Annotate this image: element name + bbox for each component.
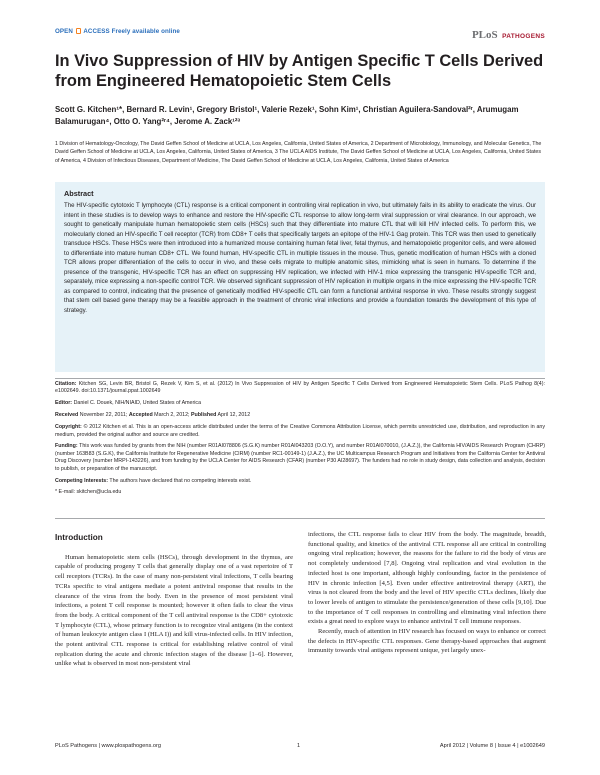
- footer-journal[interactable]: PLoS Pathogens | www.plospathogens.org: [55, 743, 161, 749]
- metadata-bottom-divider: [55, 518, 545, 519]
- corresponding-email[interactable]: * E-mail: skitchen@ucla.edu: [55, 489, 122, 496]
- page-footer: [55, 743, 545, 753]
- copyright-block: [55, 424, 545, 439]
- copyright-label: Copyright:: [55, 424, 82, 431]
- copyright-text: © 2012 Kitchen et al. This is an open-access article distributed under the terms of the Creative Commons Attribution License, which permits unrestricted use, distribution, and reproduction in any medium, provided the original author and source are credited.: [55, 424, 545, 438]
- accepted-date: March 2, 2012;: [154, 412, 190, 419]
- open-lock-icon: [76, 28, 81, 34]
- published-date: April 12, 2012: [217, 412, 251, 419]
- footer-issue: April 2012 | Volume 8 | Issue 4 | e1002649: [439, 743, 545, 749]
- abstract-heading: Abstract: [64, 189, 94, 198]
- competing-interests-block: [55, 478, 545, 485]
- affiliations: 1 Division of Hematology-Oncology, The David Geffen School of Medicine at UCLA, Los Angeles, California, United States of America, 2 Department of Microbiology, Immunology, and Molecular Genetics, The David Geffen School of Medicine at UCLA, Los Angeles, California, United States of America, 3 The UCLA AIDS Institute, The David Geffen School of Medicine at UCLA, Los Angeles, California, United States of America, 4 Division of Infectious Diseases, Department of Medicine, The David Geffen School of Medicine at UCLA, Los Angeles, California, United States of America: [55, 141, 542, 164]
- dates-block: [55, 412, 545, 419]
- citation-block: [55, 381, 545, 396]
- metadata-top-divider: [55, 378, 545, 379]
- editor-text: Daniel C. Douek, NIH/NIAID, United States of America: [73, 400, 202, 407]
- email-block[interactable]: [55, 489, 545, 496]
- funding-block: [55, 443, 545, 473]
- plos-wordmark: PLoS: [471, 29, 498, 41]
- intro-paragraph-1: Human hematopoietic stem cells (HSCs), through development in the thymus, are capable of producing progeny T cells that generally display one of a vast repertoire of T cell receptors (TCRs). In the case of many non-persistent viral infections, T cells bearing TCRs specific to viral antigens mediate a potent antiviral response that results in the clearance of the virus from the body. Even in the presence of most persistent viral infections, a potent T cell response is mounted; however it often fails to clear the virus from the body. A critical component of the T cell antiviral response is the CD8+ cytotoxic T lymphocyte (CTL), whose primary function is to recognize viral antigens (in the context of human leukocyte antigen class I (HLA I)) and kill virus-infected cells. In HIV infection, the potent antiviral CTL response is critical for establishing relative control of viral replication during the acute and chronic infection stages of the disease [1–6]. However, unlike what is observed in most non-persistent viral: [55, 553, 293, 668]
- open-access-banner[interactable]: [55, 28, 180, 35]
- citation-label: Citation:: [55, 381, 77, 387]
- article-metadata: [55, 381, 545, 501]
- competing-interests-text: The authors have declared that no competing interests exist.: [109, 477, 252, 484]
- introduction-heading: Introduction: [55, 533, 103, 542]
- editor-block: [55, 400, 545, 407]
- intro-paragraph-2: Recently, much of attention in HIV research has focused on ways to enhance or correct the defects in HIV-specific CTL responses. Gene therapy-based approaches that augment immunity towards viral antigens represent unique, yet largely unex-: [308, 628, 546, 655]
- editor-label: Editor:: [55, 400, 73, 407]
- access-label: ACCESS: [83, 28, 110, 35]
- journal-logo: [472, 25, 545, 43]
- intro-paragraph-1-cont: infections, the CTL response fails to clear HIV from the body. The magnitude, breadth, functional quality, and kinetics of the antiviral CTL response all are critical in controlling ongoing viral replication; however, the reasons for the failure to rid the body of virus are not completely understood [7,8]. Ongoing viral replication and viral evolution in the infected host is one important, although highly confounding, factor in the persistence of HIV in chronic infection [4,5]. Even under effective antiretroviral therapy (ART), the virus is not cleared from the body and the level of HIV specific CTLs declines, likely due to lower levels of antigen to stimulate the persistence/generation of these cells [9,10]. Due to the importance of T cell responses in controlling and eliminating viral infection there exists a great need to explore ways to enhance antiviral T cell immune responses.: [308, 531, 546, 626]
- footer-page-number: 1: [297, 743, 301, 749]
- intro-left-column: [55, 533, 293, 669]
- funding-label: Funding:: [55, 443, 78, 450]
- pathogens-wordmark: PATHOGENS: [502, 33, 545, 40]
- article-title: In Vivo Suppression of HIV by Antigen Specific T Cells Derived from Engineered Hematopoietic Stem Cells: [55, 52, 544, 90]
- competing-interests-label: Competing Interests:: [55, 477, 108, 484]
- published-label: Published: [191, 412, 217, 419]
- funding-text: This work was funded by grants from the NIH (number R01AI078806 (S.G.K) number R01AI043203 (O.O.Y), and number R01AI070010, (J.A.Z.)), the California HIV/AIDS Research Program (CHRP) (number 163B83 (S.G.K), the California Institute for Regenerative Medicine (CIRM) (number RC1-00149-1) (J.A.Z.), the UC Multicampus Research Program and Initiatives from the California Center for Antiviral Drug Discovery (number MRPI-143226), and from funding by the UCLA Center for AIDS Research (CFAR) (number P30 AI28697). The funders had no role in study design, data collection and analysis, decision to publish, or preparation of the manuscript.: [55, 443, 545, 472]
- journal-header: [55, 27, 545, 41]
- author-list: Scott G. Kitchen¹*, Bernard R. Levin¹, Gregory Bristol¹, Valerie Rezek¹, Sohn Kim¹, Christian Aguilera-Sandoval²ʳ, Arumugam Balamurugan⁴, Otto O. Yang²ʳ⁴, Jerome A. Zack¹²³: [55, 105, 519, 126]
- received-date: November 22, 2011;: [79, 412, 128, 419]
- accepted-label: Accepted: [128, 412, 153, 419]
- freely-available-label: Freely available online: [111, 28, 180, 35]
- open-label: OPEN: [55, 28, 73, 35]
- intro-right-column: [308, 530, 546, 656]
- abstract-box: [55, 182, 545, 372]
- citation-text: Kitchen SG, Levin BR, Bristol G, Rezek V, Kim S, et al. (2012) In Vivo Suppression of HIV by Antigen Specific T Cells Derived from Engineered Hematopoietic Stem Cells. PLoS Pathog 8(4): e1002649. doi:10.1371/journal.ppat.1002649: [55, 381, 545, 395]
- received-label: Received: [55, 412, 79, 419]
- abstract-text: The HIV-specific cytotoxic T lymphocyte (CTL) response is a critical component in controlling viral replication in vivo, but ultimately fails in its ability to eradicate the virus. Our intent in these studies is to develop ways to enhance and restore the HIV-specific CTL response to allow long-term viral suppression or viral clearance. In our approach, we sought to genetically manipulate human hematopoietic stem cells (HSCs) such that they differentiate into mature CTL that will kill HIV infected cells. To perform this, we molecularly cloned an HIV-specific T cell receptor (TCR) from CD8+ T cells that specifically targets an epitope of the HIV-1 Gag protein. This TCR was then used to genetically transduce HSCs. These HSCs were then introduced into a humanized mouse containing human fetal liver, fetal thymus, and hematopoietic progenitor cells, and were allowed to differentiate into mature human CD8+ CTL. We found human, HIV-specific CTL in multiple tissues in the mouse. Thus, genetic modification of human HSCs with a cloned TCR allows proper differentiation of the cells to occur in vivo, and these cells migrate to multiple anatomic sites, mimicking what is seen in humans. To determine if the presence of the transgenic, HIV-specific TCR has an effect on suppressing HIV replication, we infected with HIV-1 mice expressing the transgenic HIV-specific TCR and, separately, mice expressing a non-specific control TCR. We observed significant suppression of HIV replication in multiple organs in the mice expressing the HIV-specific TCR as compared to control, indicating that the presence of genetically modified HIV-specific CTL can form a functional antiviral response in vivo. These results strongly suggest that stem cell based gene therapy may be a feasible approach in the treatment of chronic viral infections and provide a foundation towards the development of this type of strategy.: [64, 202, 536, 315]
